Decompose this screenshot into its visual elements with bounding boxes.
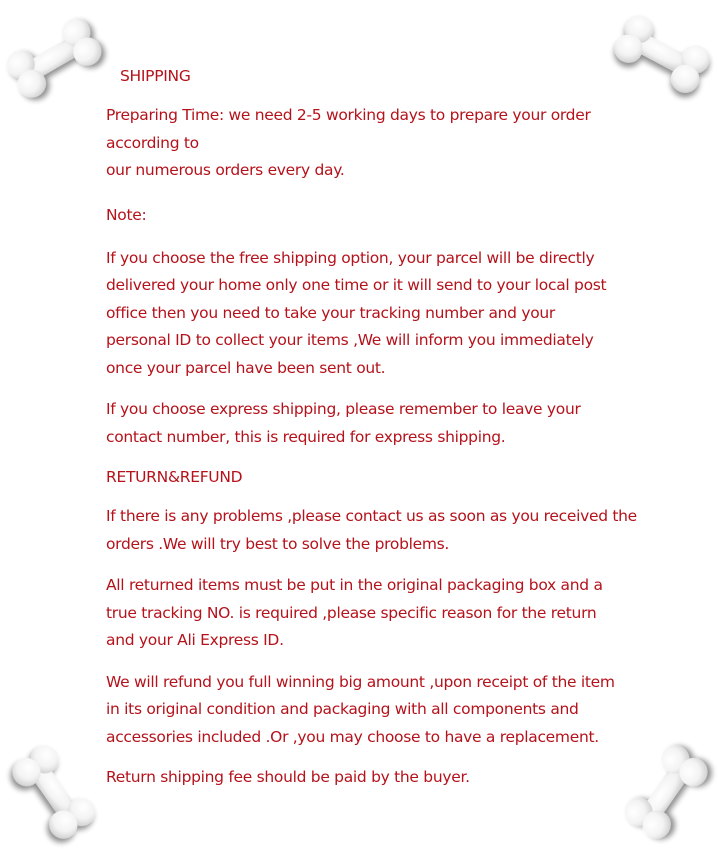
bone-icon	[0, 2, 110, 114]
text-line: Preparing Time: we need 2-5 working days to prepare your order	[106, 106, 591, 124]
text-line: If there is any problems ,please contact us as soon as you received the	[106, 507, 637, 525]
express-shipping-paragraph	[106, 396, 646, 451]
text-line: office then you need to take your tracking number and your	[106, 303, 555, 322]
return-refund-heading: RETURN&REFUND	[106, 468, 243, 486]
text-line: contact number, this is required for express shipping.	[106, 427, 506, 446]
text-line: once your parcel have been sent out.	[106, 358, 386, 377]
text-line: our numerous orders every day.	[106, 161, 345, 179]
free-shipping-paragraph	[106, 245, 646, 383]
preparing-time-paragraph	[106, 102, 646, 185]
bone-icon	[0, 736, 110, 848]
note-heading: Note:	[106, 205, 147, 224]
return-fee-text: Return shipping fee should be paid by the buyer.	[106, 768, 470, 786]
text-line: in its original condition and packaging with all components and	[106, 700, 579, 718]
text-line: If you choose express shipping, please remember to leave your	[106, 400, 581, 418]
text-line: orders .We will try best to solve the problems.	[106, 534, 450, 553]
refund-paragraph	[106, 669, 646, 752]
text-line: and your Ali Express ID.	[106, 631, 284, 649]
problems-paragraph	[106, 503, 646, 558]
text-line: according to	[106, 133, 199, 152]
shipping-policy	[106, 64, 646, 789]
text-line: All returned items must be put in the original packaging box and a	[106, 576, 603, 594]
text-line: true tracking NO. is required ,please specific reason for the return	[106, 603, 597, 622]
text-line: delivered your home only one time or it will send to your local post	[106, 276, 607, 294]
shipping-heading: SHIPPING	[120, 67, 191, 85]
text-line: We will refund you full winning big amount ,upon receipt of the item	[106, 672, 615, 691]
text-line: If you choose the free shipping option, your parcel will be directly	[106, 248, 595, 267]
text-line: personal ID to collect your items ,We will inform you immediately	[106, 331, 594, 349]
text-line: accessories included .Or ,you may choose to have a replacement.	[106, 727, 599, 746]
returned-items-paragraph	[106, 572, 646, 655]
